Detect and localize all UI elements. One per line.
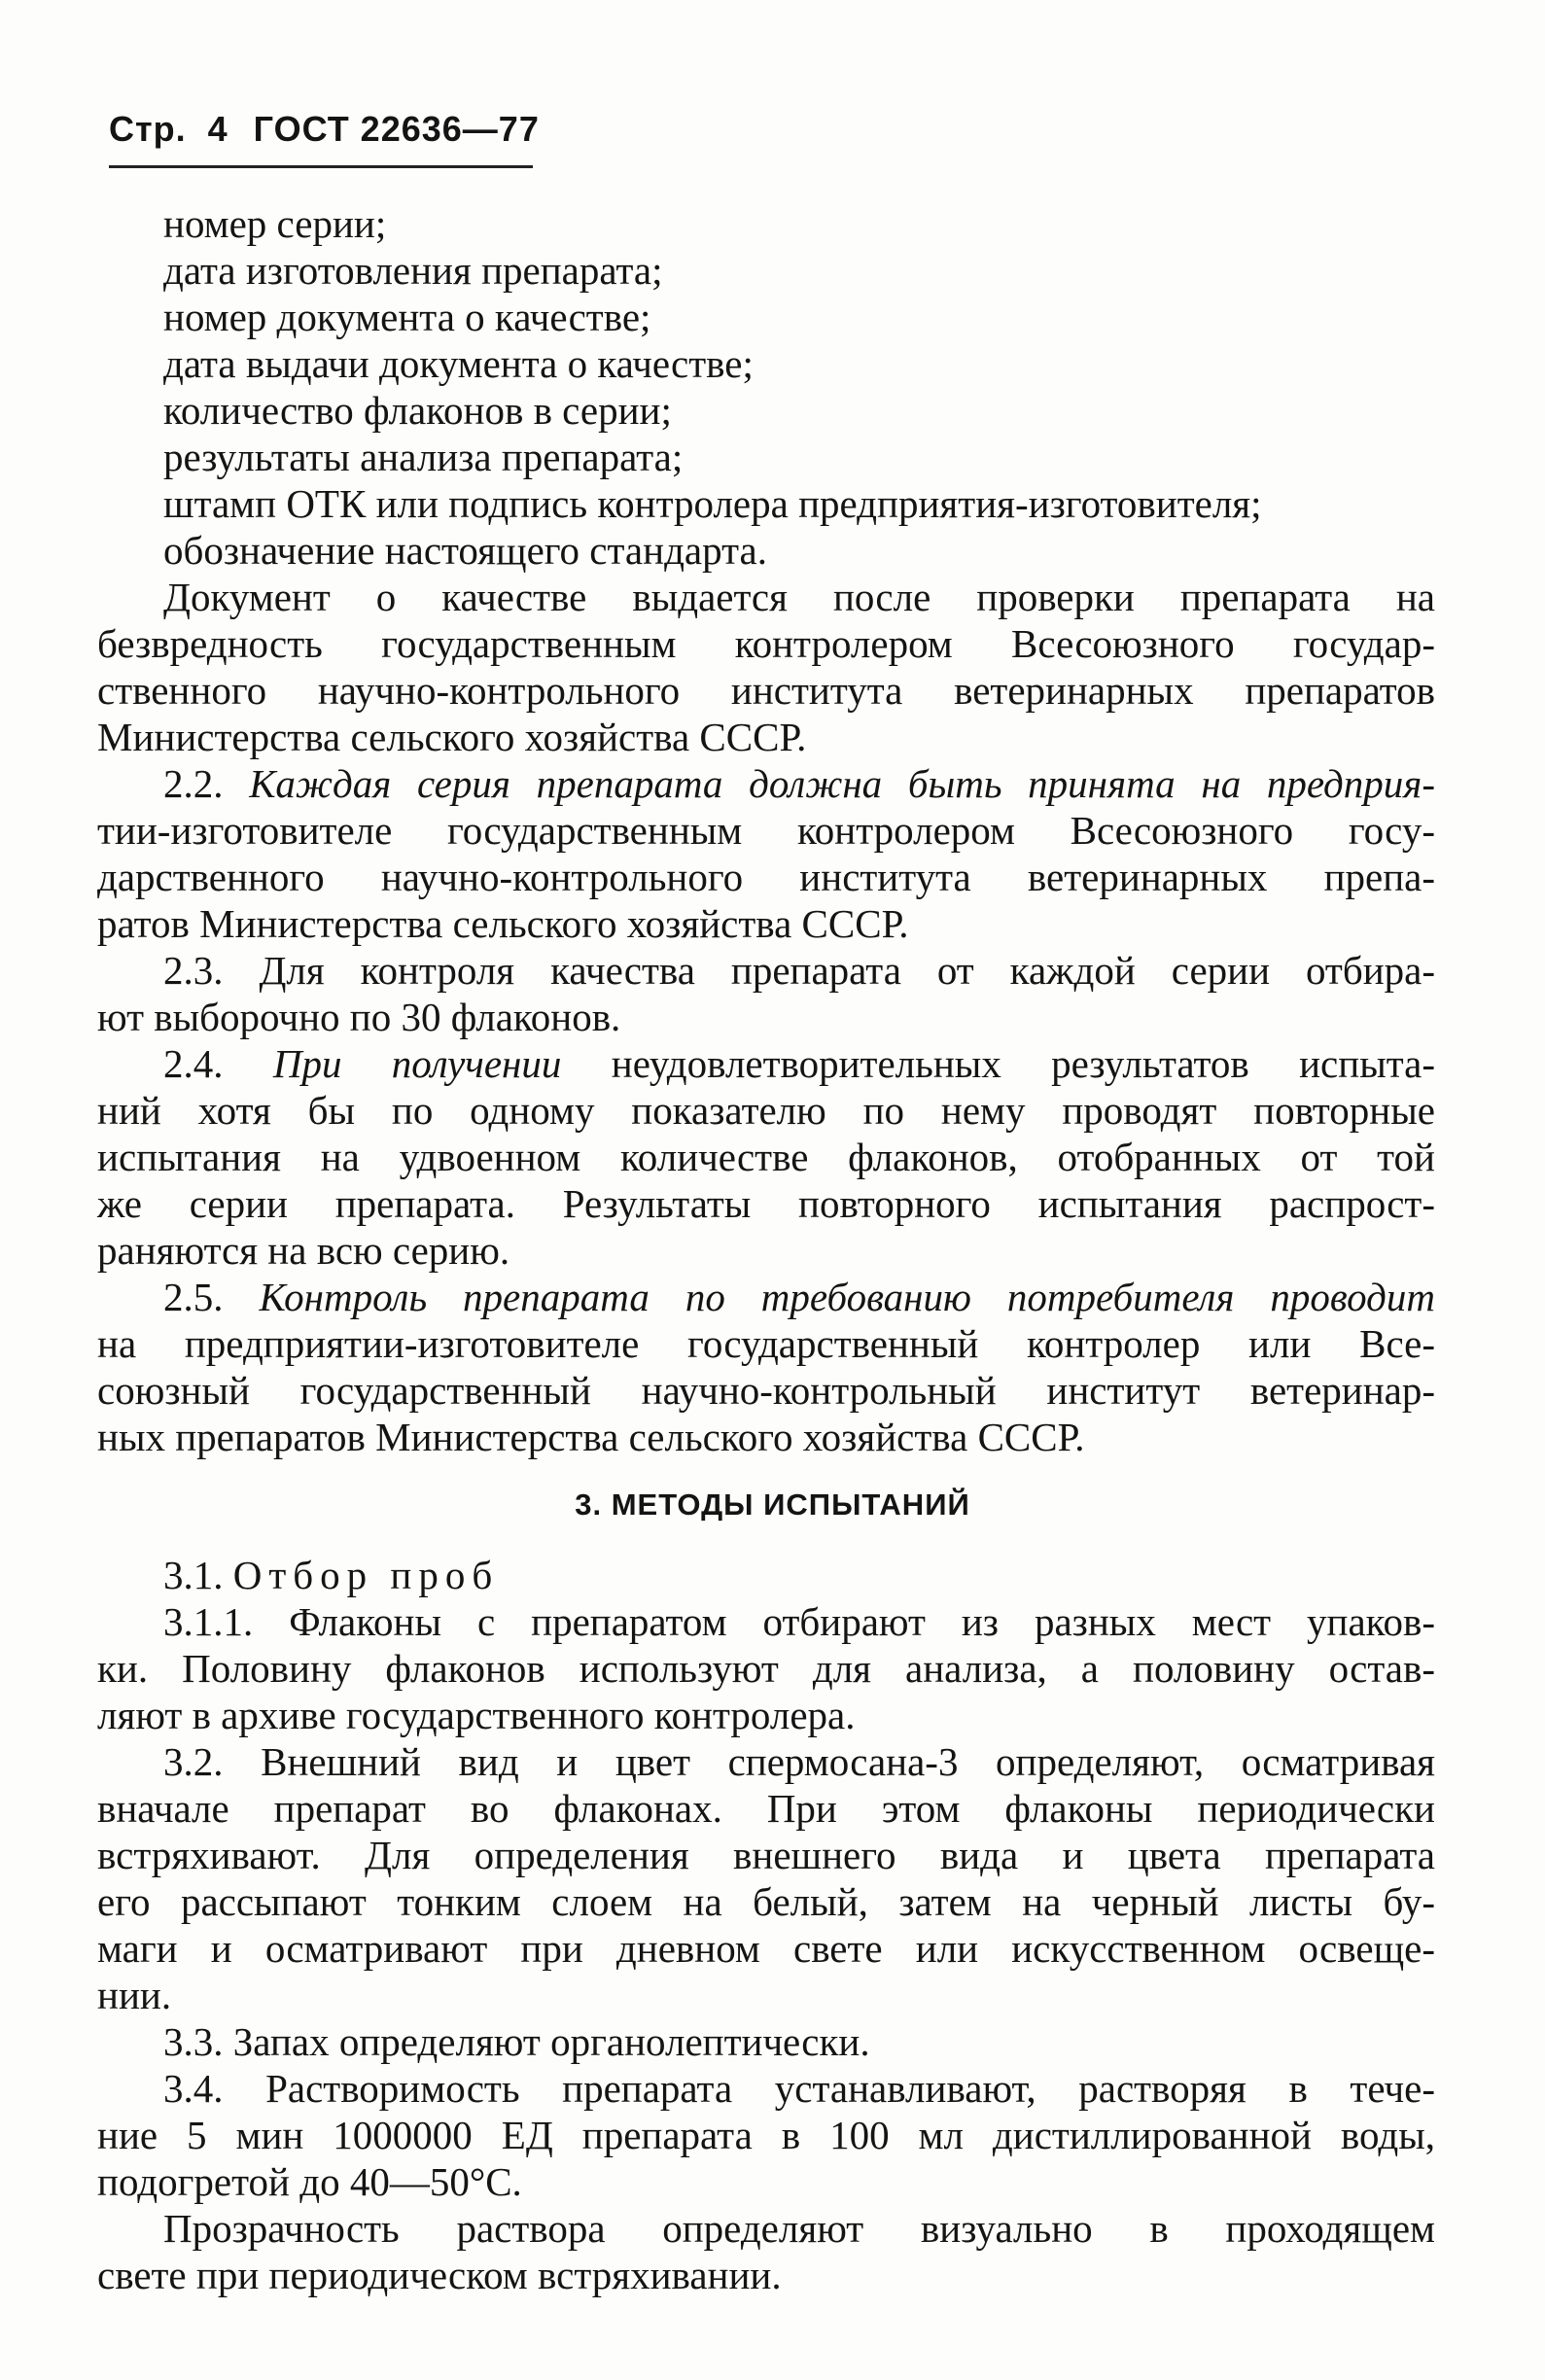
clause-title: Отбор проб bbox=[232, 1553, 500, 1597]
paragraph-line: Документ о качестве выдается после проверки препарата на bbox=[163, 575, 1435, 619]
paragraph-line: Прозрачность раствора определяют визуально в проходящем bbox=[163, 2206, 1435, 2251]
clause-number: 2.5. bbox=[163, 1275, 224, 1319]
clause-number: 2.4. bbox=[163, 1041, 224, 1086]
paragraph-2-5-first-line bbox=[163, 1274, 1435, 1320]
clause-number: 2.3. bbox=[163, 948, 224, 993]
clause-text-italic: При получении bbox=[272, 1041, 562, 1086]
list-item: обозначение настоящего стандарта. bbox=[163, 528, 767, 573]
section-title: 3. МЕТОДЫ ИСПЫТАНИЙ bbox=[575, 1488, 970, 1522]
paragraph-line: ных препаратов Министерства сельского хозяйства СССР. bbox=[97, 1415, 1085, 1459]
paragraph-line: маги и осматривают при дневном свете или искусственном освеще- bbox=[97, 1926, 1435, 1971]
standard-designation: ГОСТ 22636—77 bbox=[253, 109, 540, 149]
paragraph-line: тии-изготовителе государственным контролером Всесоюзного госу- bbox=[97, 808, 1435, 853]
clause-text: Запах определяют органолептически. bbox=[232, 2019, 870, 2064]
paragraph-3-1-1-first-line bbox=[163, 1598, 1435, 1645]
clause-text: Растворимость препарата устанавливают, растворяя в тече- bbox=[265, 2066, 1435, 2111]
paragraph-line: подогретой до 40—50°C. bbox=[97, 2159, 522, 2204]
list-item: штамп ОТК или подпись контролера предприятия-изготовителя; bbox=[163, 481, 1262, 526]
list-item: дата выдачи документа о качестве; bbox=[163, 341, 754, 386]
list-item: результаты анализа препарата; bbox=[163, 435, 684, 479]
page-header bbox=[109, 109, 540, 150]
clause-number: 3.1. bbox=[163, 1553, 224, 1597]
list-item: номер документа о качестве; bbox=[163, 295, 651, 339]
page-number: 4 bbox=[207, 109, 228, 149]
clause-number: 2.2. bbox=[163, 761, 224, 806]
paragraph-2-2-first-line bbox=[163, 760, 1435, 807]
list-item: номер серии; bbox=[163, 201, 387, 246]
clause-number: 3.4. bbox=[163, 2066, 224, 2111]
paragraph-3-4-first-line bbox=[163, 2065, 1435, 2112]
paragraph-2-4-first-line bbox=[163, 1040, 1435, 1087]
paragraph-line: дарственного научно-контрольного института ветеринарных препа- bbox=[97, 855, 1435, 899]
clause-number: 3.3. bbox=[163, 2019, 224, 2064]
clause-text: Флаконы с препаратом отбирают из разных мест упаков- bbox=[289, 1599, 1435, 1644]
clause-text: неудовлетворительных результатов испыта- bbox=[611, 1041, 1436, 1086]
paragraph-line: ственного научно-контрольного института ветеринарных препаратов bbox=[97, 668, 1435, 713]
paragraph-line: раняются на всю серию. bbox=[97, 1228, 510, 1273]
paragraph-3-2-first-line bbox=[163, 1738, 1435, 1785]
clause-number: 3.2. bbox=[163, 1739, 224, 1784]
paragraph-line: Министерства сельского хозяйства СССР. bbox=[97, 715, 807, 759]
clause-text: Для контроля качества препарата от каждой серии отбира- bbox=[259, 948, 1435, 993]
paragraph-line: нии. bbox=[97, 1973, 172, 2017]
paragraph-line: вначале препарат во флаконах. При этом флаконы периодически bbox=[97, 1786, 1435, 1831]
paragraph-line: ки. Половину флаконов используют для анализа, а половину остав- bbox=[97, 1646, 1435, 1691]
paragraph-line: ние 5 мин 1000000 ЕД препарата в 100 мл дистиллированной воды, bbox=[97, 2113, 1435, 2157]
paragraph-3-3 bbox=[163, 2018, 870, 2065]
paragraph-line: союзный государственный научно-контрольный институт ветеринар- bbox=[97, 1368, 1435, 1413]
paragraph-line: на предприятии-изготовителе государственный контролер или Все- bbox=[97, 1321, 1435, 1366]
clause-number: 3.1.1. bbox=[163, 1599, 254, 1644]
paragraph-line: ратов Министерства сельского хозяйства СССР. bbox=[97, 901, 909, 946]
list-item: дата изготовления препарата; bbox=[163, 248, 663, 293]
paragraph-line: испытания на удвоенном количестве флаконов, отобранных от той bbox=[97, 1135, 1435, 1179]
list-item: количество флаконов в серии; bbox=[163, 388, 672, 433]
paragraph-line: ют выборочно по 30 флаконов. bbox=[97, 995, 621, 1039]
paragraph-2-3-first-line bbox=[163, 947, 1435, 994]
paragraph-line: ляют в архиве государственного контролера. bbox=[97, 1693, 856, 1737]
clause-3-1-heading bbox=[163, 1552, 499, 1598]
paragraph-line: же серии препарата. Результаты повторного испытания распрост- bbox=[97, 1181, 1435, 1226]
clause-text: Внешний вид и цвет спермосана-3 определяют, осматривая bbox=[261, 1739, 1436, 1784]
paragraph-line: его рассыпают тонким слоем на белый, затем на черный листы бу- bbox=[97, 1879, 1435, 1924]
page-prefix: Стр. bbox=[109, 109, 187, 149]
header-rule bbox=[109, 165, 533, 168]
paragraph-line: ний хотя бы по одному показателю по нему проводят повторные bbox=[97, 1088, 1435, 1133]
clause-text: Контроль препарата по требованию потребителя проводит bbox=[259, 1275, 1435, 1319]
paragraph-line: свете при периодическом встряхивании. bbox=[97, 2253, 782, 2297]
clause-text: Каждая серия препарата должна быть принята на предприя- bbox=[249, 761, 1436, 806]
paragraph-line: встряхивают. Для определения внешнего вида и цвета препарата bbox=[97, 1833, 1435, 1877]
paragraph-line: безвредность государственным контролером Всесоюзного государ- bbox=[97, 621, 1435, 666]
